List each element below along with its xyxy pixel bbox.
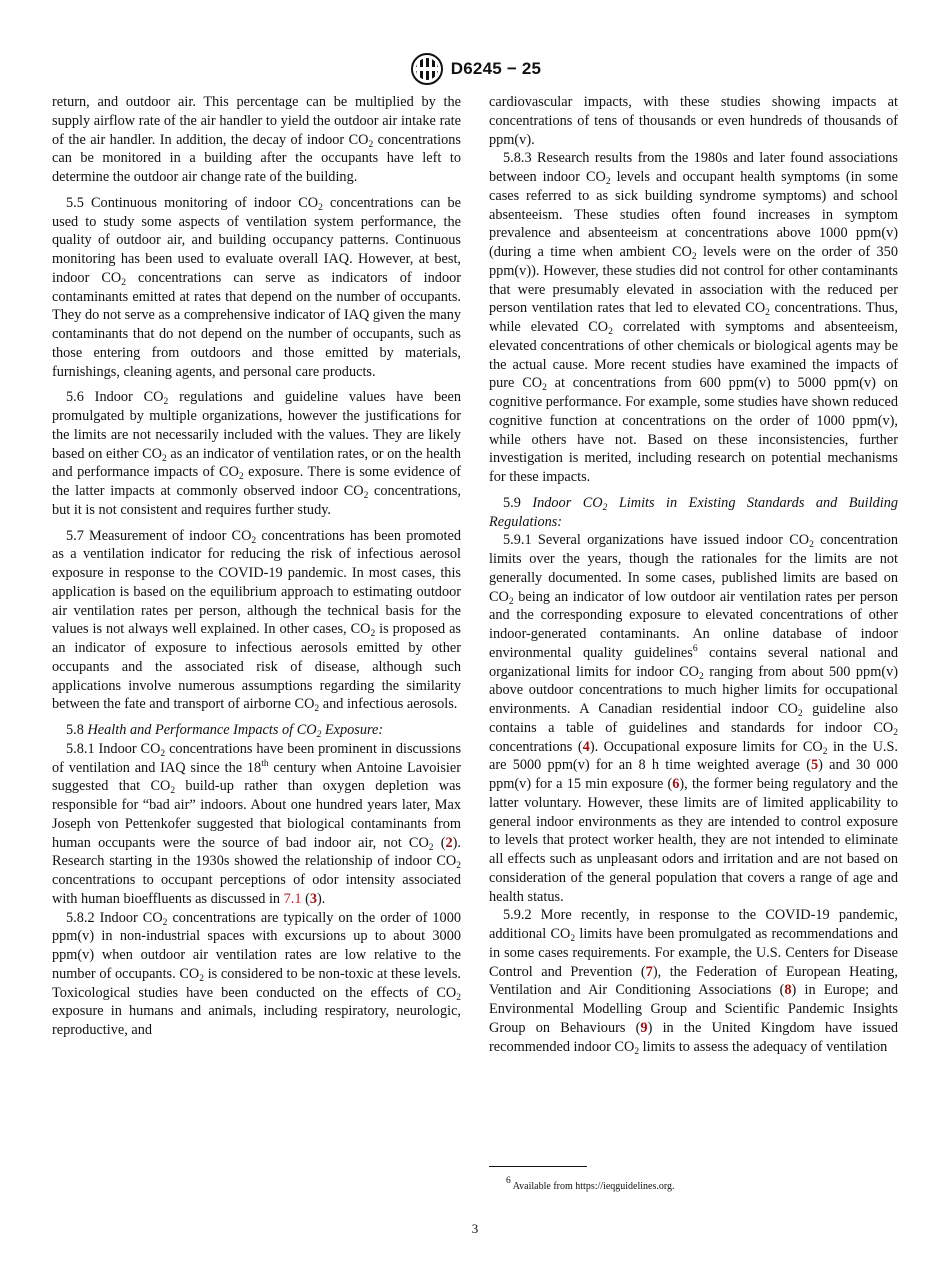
heading-5-9: 5.9 Indoor $CO_2$ Limits in Existing Standards and Building Regulations:	[489, 494, 899, 530]
paragraph-5-5: 5.5 Continuous monitoring of indoor $CO_2$ concentrations can be used to study some aspects of ventilation system performance, the quality of outdoor air, and building occupancy patterns. Continuous monitoring has been used to evaluate overall IAQ. However, at best, indoor $CO_2$ concentrations can serve as indicators of indoor contaminants emitted at rates that depend on the number of occupants. They do not serve as a comprehensive indicator of IAQ given the many contaminants that do not depend on the number of occupants, such as those entering from outdoors and those emitted by materials, furnishings, cleaning agents, and personal care products.	[52, 194, 462, 380]
paragraph-5-8-2-continued: cardiovascular impacts, with these studies showing impacts at concentrations of tens of thousands or even hundreds of thousands of ppm(v).	[489, 94, 898, 148]
page-number: 3	[471, 1221, 479, 1236]
reference-link-3[interactable]: 3	[309, 890, 318, 907]
paragraph-5-8-1: 5.8.1 Indoor $CO_2$ concentrations have been prominent in discussions of ventilation and IAQ since the 18th century when Antoine Lavoisier suggested that $CO_2$ build-up rather than oxygen depletion was responsible for “bad air” indoors. About one hundred years later, Max Joseph von Pettenkofer suggested that biological contaminants from human occupants were the source of bad indoor air, not $CO_2$ (2). Research starting in the 1930s showed the relationship of indoor $CO_2$ concentrations to occupant perceptions of odor intensity associated with human bioeffluents as discussed in 7.1 (3).	[52, 740, 462, 907]
reference-link-4[interactable]: 4	[582, 738, 590, 755]
reference-link-5[interactable]: 5	[810, 757, 819, 774]
reference-link-7[interactable]: 7	[645, 963, 653, 980]
paragraph-5-8-2: 5.8.2 Indoor $CO_2$ concentrations are typically on the order of 1000 ppm(v) in non-industrial spaces with excursions up to about 3000 ppm(v) when outdoor air ventilation rates are low relative to the number of occupants. $CO_2$ is considered to be non-toxic at these levels. Toxicological studies have been conducted on the effects of $CO_2$ exposure in humans and animals, including respiratory, neurologic, reproductive, and	[52, 909, 462, 1038]
right-column	[489, 93, 898, 1056]
document-id: D6245 − 25	[450, 59, 542, 78]
paragraph-5-6: 5.6 Indoor $CO_2$ regulations and guideline values have been promulgated by multiple organizations, however the justifications for the limits are not necessarily included with the values. They are likely based on either $CO_2$ as an indicator of ventilation rates, or on the health and performance impacts of $CO_2$ exposure. There is some evidence of the latter impacts at commonly observed indoor $CO_2$ concentrations, but it is not consistent and requires further study.	[52, 389, 461, 518]
paragraph-5-7: 5.7 Measurement of indoor $CO_2$ concentrations has been promoted as a ventilation indicator for reducing the risk of infectious aerosol exposure in response to the COVID-19 pandemic. In most cases, this application is based on the equilibrium approach to estimating outdoor air ventilation rates per person, although the technical basis for the values is not always well explained. In other cases, $CO_2$ is proposed as an indicator of exposure to infectious aerosols emitted by other occupants and the associated risk of disease, although such applications involve numerous assumptions regarding the similarity between the fate and transport of airborne $CO_2$ and infectious aerosols.	[52, 527, 461, 715]
reference-link-9[interactable]: 9	[640, 1019, 648, 1036]
reference-link-2[interactable]: 2	[445, 834, 453, 851]
footnote-divider	[489, 1166, 587, 1167]
footnote-marker-6: 6	[692, 643, 698, 654]
paragraph-5-4-continued: return, and outdoor air. This percentage can be multiplied by the supply airflow rate of the air handler to yield the outdoor air intake rate of the air handler. In addition, the decay of indoor $CO_2$ concentrations can be monitored in a building after the occupants have left to determine the outdoor air change rate of the building.	[52, 94, 461, 185]
page-header	[0, 52, 950, 86]
astm-logo	[409, 52, 445, 86]
reference-link-6[interactable]: 6	[672, 776, 680, 792]
left-column	[52, 93, 461, 1040]
paragraph-5-8-3: 5.8.3 Research results from the 1980s and later found associations between indoor $CO_2$ levels and occupant health symptoms (in some cases referred to as sick building syndrome symptoms) and school absenteeism. These studies often found increases in symptom prevalence and absenteeism at concentrations above 1000 ppm(v) (during a time when ambient $CO_2$ levels were on the order of 350 ppm(v)). However, these studies did not control for other contaminants that were presumably elevated in association with the reduced per person ventilation rates that led to elevated $CO_2$ concentrations. Thus, while elevated $CO_2$ correlated with symptoms and absenteeism, elevated concentrations of other chemicals or biological agents may be the actual cause. More recent studies have examined the impacts of pure $CO_2$ at concentrations from 600 ppm(v) to 5000 ppm(v) on cognitive performance. For example, some studies have shown reduced cognitive function at concentrations on the order of 1000 ppm(v), while others have not. Based on these inconsistencies, further investigation is merited, including research on potential mechanisms for these impacts.	[489, 150, 899, 485]
reference-link-8[interactable]: 8	[784, 982, 792, 999]
footnote: $^6$ Available from https://ieqguidelines.org.	[506, 1176, 675, 1192]
paragraph-5-9-2: 5.9.2 More recently, in response to the COVID-19 pandemic, additional $CO_2$ limits have been promulgated as recommendations and in some cases requirements. For example, the U.S. Centers for Disease Control and Prevention (7), the Federation of European Heating, Ventilation and Air Conditioning Associations (8) in Europe; and Environmental Modelling Group and Scientific Pandemic Insights Group on Behaviours (9) in the United Kingdom have issued recommended indoor $CO_2$ limits to assess the adequacy of ventilation	[489, 907, 899, 1057]
paragraph-5-9-1: 5.9.1 Several organizations have issued indoor $CO_2$ concentration limits over the years, though the rationales for the limits are not generally documented. In some cases, published limits are based on $CO_2$ being an indicator of low outdoor air ventilation rates per person and the corresponding exposure to elevated concentrations of other indoor-generated contaminants. An online database of indoor environmental quality guidelines$^6$ contains several national and organizational limits for indoor $CO_2$ ranging from about 500 ppm(v) above outdoor concentrations to much higher limits for occupational environments. A Canadian residential indoor $CO_2$ guideline also contains a table of guidelines and standards for indoor $CO_2$ concentrations (4). Occupational exposure limits for $CO_2$ in the U.S. are 5000 ppm(v) for an 8 h time weighted average (5) and 30 000 ppm(v) for a 15 min exposure (6), the former being regulatory and the latter voluntary. However, these limits are of limited applicability to general indoor environments as they are intended to control exposure to levels that protect worker health, they are not intended to eliminate all effects such as unpleasant odors and irritation and are not based on consideration of the general population that covers a range of age and health status.	[489, 532, 899, 905]
heading-5-8: 5.8 Health and Performance Impacts of $CO_2$ Exposure:	[66, 722, 384, 740]
section-link-7-1[interactable]: 7.1	[283, 890, 302, 907]
